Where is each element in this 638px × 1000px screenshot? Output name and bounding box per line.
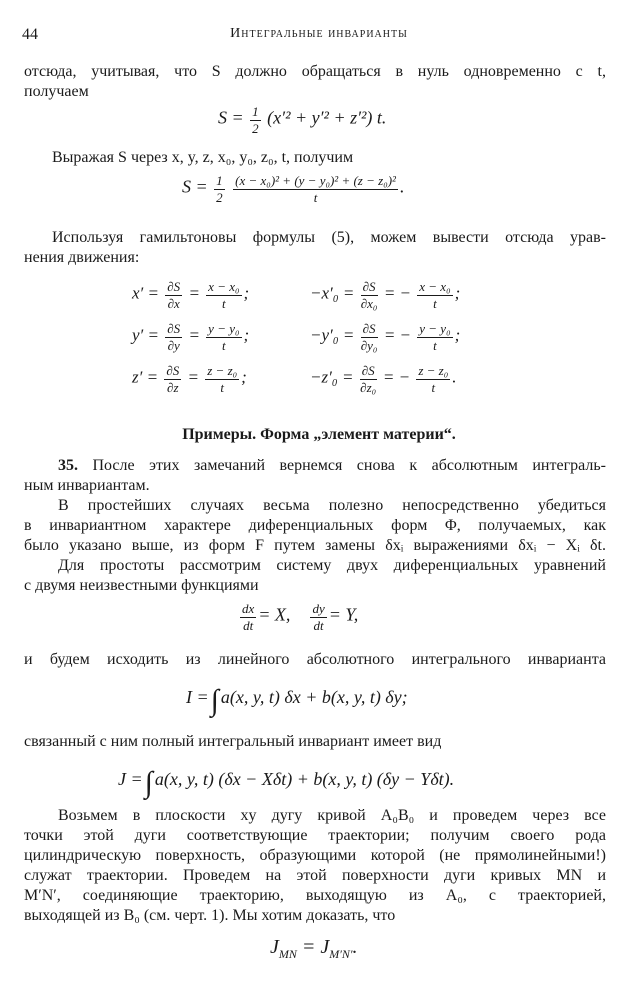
section-number: 35. bbox=[58, 457, 78, 474]
eq-s2-half: $\frac{1}{2}$ bbox=[216, 173, 223, 205]
eq-s1-lhs: S = bbox=[218, 107, 244, 128]
para1-line1: отсюда, учитывая, что S должно обращаться в нуль одновременно с t, bbox=[24, 63, 606, 80]
motion-eq-z0: −z′₀ = $\frac{\partial S}{\text{∂z₀}}$ = − $\frac{\text{z − z₀}}{t}$ . bbox=[310, 363, 457, 395]
para5-line1: Для простоты рассмотрим систему двух диференциальных уравнений bbox=[58, 557, 606, 574]
para4-line3: было указано выше, из форм F путем замены δxᵢ выражениями δxᵢ − Xᵢ δt. bbox=[24, 537, 606, 554]
para2: Выражая S через x, y, z, x₀, y₀, z₀, t, получим bbox=[52, 149, 354, 166]
motion-eq-y0: −y′₀ = $\frac{\partial S}{\text{∂y₀}}$ = − $\frac{\text{y − y₀}}{t}$ ; bbox=[310, 321, 461, 353]
motion-eq-z: z′ = $\frac{\partial S}{\partial z}$ = $\frac{\text{z − z₀}}{t}$ ; bbox=[132, 363, 247, 395]
para4-line1: В простейших случаях весьма полезно непосредственно убедиться bbox=[58, 497, 606, 514]
para8-line5: M′N′, соединяющие траекторию, выходящую из A₀, с траекторией, bbox=[24, 887, 606, 904]
para3-line1: Используя гамильтоновы формулы (5), можем вывести отсюда урав- bbox=[52, 229, 606, 246]
para7: связанный с ним полный интегральный инвариант имеет вид bbox=[24, 733, 442, 750]
para35-line1: 35. После этих замечаний вернемся снова к абсолютным интеграль- bbox=[58, 457, 607, 474]
para8-line2: точки этой дуги соответствующие траектории; получим своего рода bbox=[24, 827, 606, 844]
running-header: Интегральные инварианты bbox=[230, 26, 408, 41]
motion-eq-x: x′ = $\frac{\partial S}{\partial x}$ = $\frac{\text{x − x₀}}{t}$ ; bbox=[132, 279, 250, 311]
equation-system: $\frac{dx}{dt}$ = X, $\frac{dy}{dt}$ = Y, bbox=[242, 601, 359, 633]
equation-s-kinetic bbox=[218, 103, 386, 136]
para3-line2: нения движения: bbox=[24, 249, 140, 266]
eq-s1-rhs: (x′² + y′² + z′²) t. bbox=[267, 107, 387, 128]
eq-s2-main-fraction: $\frac{\text{(x − x₀)² + (y − y₀)² + (z − z₀)²}}{t}$ bbox=[235, 173, 396, 205]
para1-line2: получаем bbox=[24, 83, 89, 100]
para5-line2: с двумя неизвестными функциями bbox=[24, 577, 259, 594]
para35-line2: ным инвариантам. bbox=[24, 477, 150, 494]
para4-line2: в инвариантном характере диференциальных форм Φ, получаемых, как bbox=[24, 517, 606, 534]
equation-J-equality: $J_{MN} = J_{M'N'}$. bbox=[270, 936, 358, 961]
eq-s2-lhs: S = bbox=[182, 176, 208, 197]
motion-eq-x0: −x′₀ = $\frac{\partial S}{\text{∂x₀}}$ = − $\frac{\text{x − x₀}}{t}$ ; bbox=[310, 279, 461, 311]
para6: и будем исходить из линейного абсолютного интегрального инварианта bbox=[24, 651, 606, 668]
equation-s-full: S = $\frac{1}{2}$ $\frac{\text{(x − x₀)² + (y − y₀)² + (z − z₀)²}}{t}$ . bbox=[182, 173, 405, 205]
integral-sign: ∫ bbox=[210, 684, 219, 717]
para8-line1: Возьмем в плоскости xy дугу кривой A₀B₀ и проведем через все bbox=[58, 807, 606, 824]
para8-line3: цилиндрическую поверхность, образующими которой (не прямолинейными!) bbox=[24, 847, 606, 864]
equation-J: J =∫ a(x, y, t) (δx − Xδt) + b(x, y, t) (δy − Yδt). bbox=[118, 766, 455, 799]
para8-line6: выходящей из B₀ (см. черт. 1). Мы хотим доказать, что bbox=[24, 907, 396, 924]
para8-line4: служат траектории. Проведем на этой поверхности дуги кривых MN и bbox=[24, 867, 606, 884]
section-title: Примеры. Форма „элемент материи“. bbox=[182, 426, 456, 443]
page-number: 44 bbox=[22, 26, 38, 43]
eq-s1-half: $\frac{1}{2}$ bbox=[252, 104, 259, 136]
motion-eq-y: y′ = $\frac{\partial S}{\partial y}$ = $\frac{\text{y − y₀}}{t}$ ; bbox=[132, 321, 250, 353]
equation-I: I =∫ a(x, y, t) δx + b(x, y, t) δy; bbox=[186, 684, 408, 717]
integral-sign: ∫ bbox=[144, 766, 153, 799]
